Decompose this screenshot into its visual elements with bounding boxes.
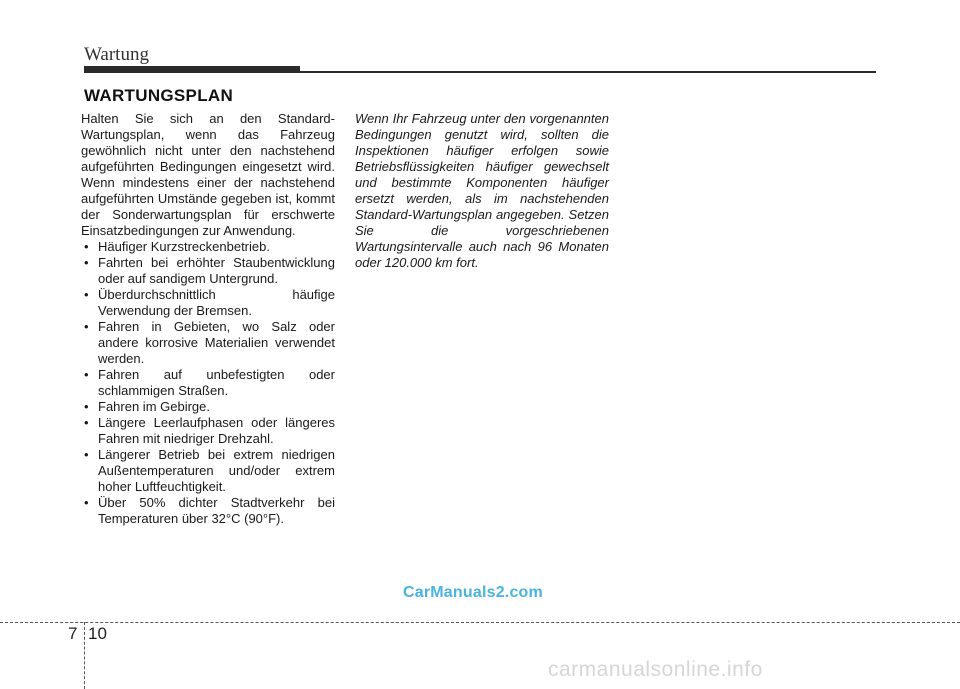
bullet-icon: • bbox=[84, 239, 89, 254]
section-title: WARTUNGSPLAN bbox=[84, 86, 234, 105]
list-item bbox=[81, 255, 335, 287]
bullet-icon: • bbox=[84, 255, 89, 270]
list-item-text: Längerer Betrieb bei extrem niedrigen Außentemperaturen und/oder extrem hoher Luftfeuchtigkeit. bbox=[98, 447, 335, 494]
list-item bbox=[81, 399, 335, 415]
intro-paragraph: Halten Sie sich an den Standard-Wartungsplan, wenn das Fahrzeug gewöhnlich nicht unter den nachstehend aufgeführten Bedingungen eingesetzt wird. Wenn mindestens einer der nachstehend aufgeführten Umstände gegeben ist, kommt der Sonderwartungsplan für erschwerte Einsatzbedingungen zur Anwendung. bbox=[81, 111, 335, 238]
conditions-list bbox=[81, 239, 335, 527]
bullet-icon: • bbox=[84, 447, 89, 462]
list-item-text: Über 50% dichter Stadtverkehr bei Temperaturen über 32°C (90°F). bbox=[98, 495, 335, 526]
list-item-text: Überdurchschnittlich häufige Verwendung der Bremsen. bbox=[98, 287, 335, 318]
header-title: Wartung bbox=[84, 44, 149, 65]
header-rule-thick bbox=[84, 66, 300, 73]
list-item bbox=[81, 495, 335, 527]
note-paragraph: Wenn Ihr Fahrzeug unter den vorgenannten Bedingungen genutzt wird, sollten die Inspektionen häufiger erfolgen sowie Betriebsflüssigkeiten häufiger gewechselt und bestimmte Komponenten häufiger ersetzt werden, als im nachstehenden Standard-Wartungsplan angegeben. Setzen Sie die vorgeschriebenen Wartungsintervalle auch nach 96 Monaten oder 120.000 km fort. bbox=[355, 111, 609, 270]
list-item-text: Fahren auf unbefestigten oder schlammigen Straßen. bbox=[98, 367, 335, 398]
list-item bbox=[81, 239, 335, 255]
list-item-text: Längere Leerlaufphasen oder längeres Fahren mit niedriger Drehzahl. bbox=[98, 415, 335, 446]
list-item bbox=[81, 447, 335, 495]
chapter-number: 7 bbox=[68, 624, 78, 643]
page-number: 10 bbox=[88, 624, 107, 643]
bullet-icon: • bbox=[84, 495, 89, 510]
list-item-text: Häufiger Kurzstreckenbetrieb. bbox=[98, 239, 270, 254]
list-item bbox=[81, 367, 335, 399]
list-item bbox=[81, 415, 335, 447]
footer-vertical-divider bbox=[84, 622, 85, 689]
right-column bbox=[355, 111, 609, 271]
left-column bbox=[81, 111, 335, 527]
list-item-text: Fahren im Gebirge. bbox=[98, 399, 210, 414]
list-item bbox=[81, 319, 335, 367]
watermark-text: carmanualsonline.info bbox=[548, 658, 763, 681]
bullet-icon: • bbox=[84, 319, 89, 334]
footer-divider bbox=[0, 622, 960, 623]
list-item-text: Fahrten bei erhöhter Staubentwicklung oder auf sandigem Untergrund. bbox=[98, 255, 335, 286]
bullet-icon: • bbox=[84, 415, 89, 430]
bullet-icon: • bbox=[84, 287, 89, 302]
header-rule-thin bbox=[300, 71, 876, 73]
bullet-icon: • bbox=[84, 367, 89, 382]
watermark-link[interactable]: CarManuals2.com bbox=[403, 584, 543, 601]
bullet-icon: • bbox=[84, 399, 89, 414]
list-item-text: Fahren in Gebieten, wo Salz oder andere korrosive Materialien verwendet werden. bbox=[98, 319, 335, 366]
list-item bbox=[81, 287, 335, 319]
